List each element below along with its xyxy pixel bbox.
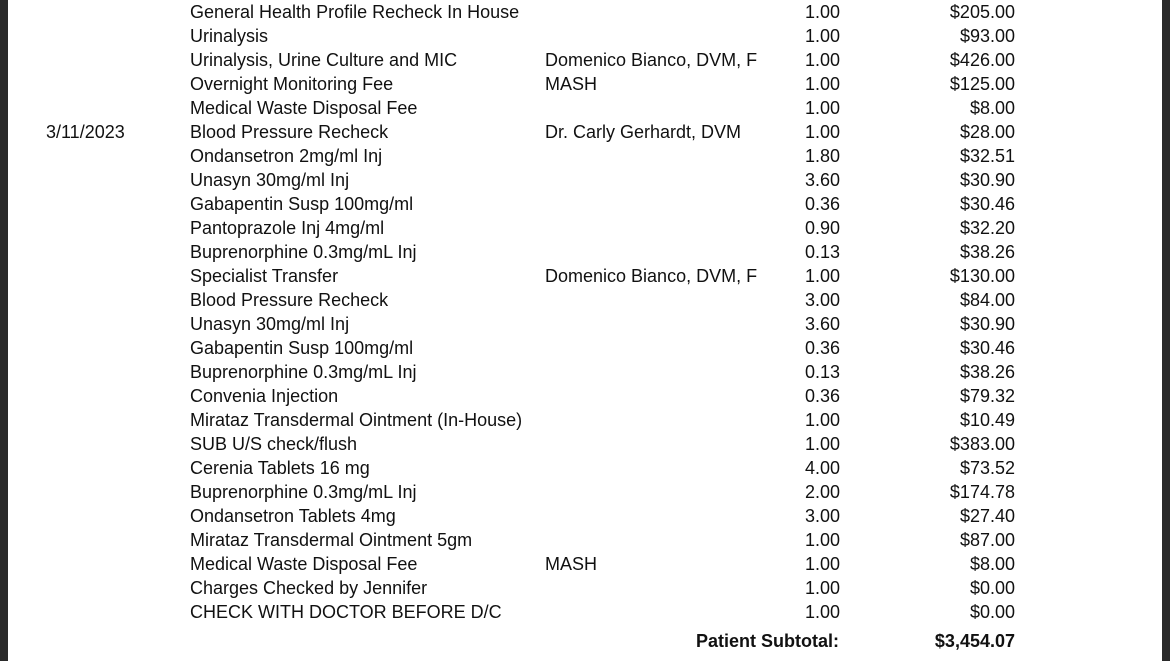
line-item-description: Ondansetron 2mg/ml Inj	[190, 146, 383, 166]
line-item-amount: $27.40	[959, 506, 1015, 526]
line-item-quantity: 0.13	[804, 362, 840, 382]
line-item-quantity: 1.00	[804, 122, 840, 142]
line-item-quantity: 3.60	[804, 170, 840, 190]
line-item-description: Medical Waste Disposal Fee	[190, 98, 418, 118]
line-item-quantity: 0.90	[804, 218, 840, 238]
line-item-amount: $30.46	[959, 338, 1015, 358]
line-item-description: Buprenorphine 0.3mg/mL Inj	[190, 362, 417, 382]
line-item-description: Urinalysis	[190, 26, 269, 46]
invoice-sheet	[8, 0, 1162, 661]
line-item-quantity: 1.00	[804, 530, 840, 550]
line-item-description: Pantoprazole Inj 4mg/ml	[190, 218, 385, 238]
line-item-quantity: 1.00	[804, 410, 840, 430]
line-item-quantity: 1.00	[804, 50, 840, 70]
line-item-row	[8, 216, 1162, 240]
left-photo-edge	[0, 0, 8, 661]
line-item-description: Buprenorphine 0.3mg/mL Inj	[190, 482, 417, 502]
line-item-quantity: 0.36	[804, 338, 840, 358]
subtotal-label: Patient Subtotal:	[696, 631, 839, 651]
line-item-amount: $32.20	[959, 218, 1015, 238]
line-item-description: CHECK WITH DOCTOR BEFORE D/C	[190, 602, 502, 622]
line-item-row	[8, 96, 1162, 120]
line-item-quantity: 1.00	[804, 98, 840, 118]
line-item-row	[8, 144, 1162, 168]
line-item-quantity: 0.36	[804, 194, 840, 214]
line-item-quantity: 3.00	[804, 290, 840, 310]
line-item-description: Blood Pressure Recheck	[190, 122, 389, 142]
line-item-description: Charges Checked by Jennifer	[190, 578, 428, 598]
line-item-row	[8, 72, 1162, 96]
line-item-quantity: 1.00	[804, 74, 840, 94]
line-item-row	[8, 312, 1162, 336]
line-item-quantity: 1.00	[804, 434, 840, 454]
line-item-row	[8, 408, 1162, 432]
line-item-row	[8, 120, 1162, 144]
line-item-doctor: Dr. Carly Gerhardt, DVM	[545, 122, 742, 142]
line-item-description: Unasyn 30mg/ml Inj	[190, 170, 350, 190]
line-item-description: SUB U/S check/flush	[190, 434, 358, 454]
line-item-row	[8, 384, 1162, 408]
line-item-description: Medical Waste Disposal Fee	[190, 554, 418, 574]
line-item-description: Buprenorphine 0.3mg/mL Inj	[190, 242, 417, 262]
right-photo-edge	[1162, 0, 1170, 661]
line-item-row	[8, 240, 1162, 264]
line-item-amount: $205.00	[949, 2, 1015, 22]
line-item-row	[8, 600, 1162, 624]
line-item-quantity: 3.00	[804, 506, 840, 526]
line-item-description: Mirataz Transdermal Ointment (In-House)	[190, 410, 523, 430]
line-item-amount: $30.90	[959, 170, 1015, 190]
line-item-description: Blood Pressure Recheck	[190, 290, 389, 310]
line-item-quantity: 4.00	[804, 458, 840, 478]
line-items	[8, 0, 1162, 624]
line-item-amount: $73.52	[959, 458, 1015, 478]
line-item-description: Urinalysis, Urine Culture and MIC	[190, 50, 458, 70]
line-item-doctor: MASH	[545, 554, 598, 574]
line-item-quantity: 0.13	[804, 242, 840, 262]
line-item-amount: $8.00	[969, 98, 1015, 118]
line-item-amount: $38.26	[959, 362, 1015, 382]
line-item-row	[8, 432, 1162, 456]
line-item-amount: $93.00	[959, 26, 1015, 46]
line-item-row	[8, 264, 1162, 288]
line-item-quantity: 0.36	[804, 386, 840, 406]
line-item-row	[8, 0, 1162, 24]
line-item-amount: $0.00	[969, 578, 1015, 598]
line-item-doctor: Domenico Bianco, DVM, F	[545, 266, 758, 286]
line-item-amount: $10.49	[959, 410, 1015, 430]
line-item-row	[8, 528, 1162, 552]
line-item-doctor: Domenico Bianco, DVM, F	[545, 50, 758, 70]
line-item-amount: $8.00	[969, 554, 1015, 574]
line-item-description: Unasyn 30mg/ml Inj	[190, 314, 350, 334]
line-item-doctor: MASH	[545, 74, 598, 94]
line-item-amount: $30.46	[959, 194, 1015, 214]
patient-subtotal	[8, 628, 1162, 654]
line-item-row	[8, 360, 1162, 384]
line-item-description: Mirataz Transdermal Ointment 5gm	[190, 530, 473, 550]
line-item-amount: $87.00	[959, 530, 1015, 550]
line-item-quantity: 1.00	[804, 602, 840, 622]
line-item-amount: $383.00	[949, 434, 1015, 454]
line-item-amount: $125.00	[949, 74, 1015, 94]
line-item-row	[8, 480, 1162, 504]
subtotal-value: $3,454.07	[934, 631, 1015, 651]
line-item-amount: $28.00	[959, 122, 1015, 142]
line-item-amount: $84.00	[959, 290, 1015, 310]
line-item-amount: $38.26	[959, 242, 1015, 262]
line-item-row	[8, 336, 1162, 360]
line-item-amount: $30.90	[959, 314, 1015, 334]
line-item-amount: $0.00	[969, 602, 1015, 622]
line-item-row	[8, 168, 1162, 192]
line-item-description: Ondansetron Tablets 4mg	[190, 506, 396, 526]
line-item-quantity: 1.00	[804, 266, 840, 286]
line-item-date: 3/11/2023	[46, 122, 125, 142]
line-item-row	[8, 48, 1162, 72]
line-item-row	[8, 576, 1162, 600]
line-item-description: Specialist Transfer	[190, 266, 339, 286]
line-item-description: Gabapentin Susp 100mg/ml	[190, 194, 414, 214]
line-item-description: Convenia Injection	[190, 386, 339, 406]
line-item-amount: $130.00	[949, 266, 1015, 286]
line-item-amount: $174.78	[949, 482, 1015, 502]
line-item-description: Overnight Monitoring Fee	[190, 74, 394, 94]
line-item-description: General Health Profile Recheck In House	[190, 2, 520, 22]
line-item-quantity: 1.00	[804, 554, 840, 574]
line-item-row	[8, 504, 1162, 528]
line-item-row	[8, 552, 1162, 576]
line-item-amount: $32.51	[959, 146, 1015, 166]
line-item-quantity: 1.80	[804, 146, 840, 166]
line-item-quantity: 2.00	[804, 482, 840, 502]
line-item-description: Cerenia Tablets 16 mg	[190, 458, 370, 478]
line-item-quantity: 1.00	[804, 578, 840, 598]
line-item-amount: $79.32	[959, 386, 1015, 406]
line-item-row	[8, 288, 1162, 312]
line-item-row	[8, 456, 1162, 480]
line-item-quantity: 1.00	[804, 2, 840, 22]
line-item-quantity: 3.60	[804, 314, 840, 334]
line-item-row	[8, 192, 1162, 216]
line-item-description: Gabapentin Susp 100mg/ml	[190, 338, 414, 358]
line-item-row	[8, 24, 1162, 48]
line-item-amount: $426.00	[949, 50, 1015, 70]
line-item-quantity: 1.00	[804, 26, 840, 46]
